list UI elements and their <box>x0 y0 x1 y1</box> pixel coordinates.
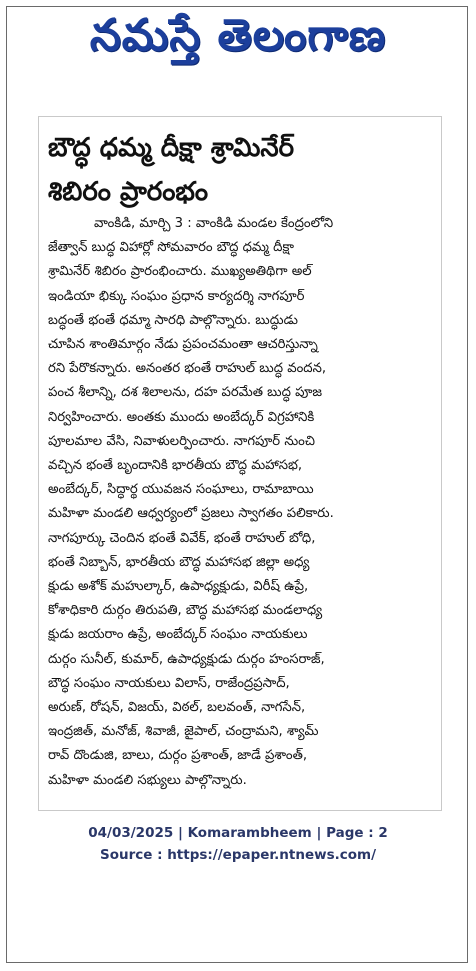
article-body-line: అంబేద్కర్, సిద్ధార్థ యువజన సంఘాలు, రామాబాయి <box>48 482 314 498</box>
article-body-line: మహిళా మండలి ఆధ్వర్యంలో ప్రజలు స్వాగతం పలికారు. <box>48 506 334 522</box>
masthead-logo-text: నమస్తే తెలంగాణ <box>89 10 387 61</box>
footer-date-edition: 04/03/2025 | Komarambheem | Page : 2 <box>88 825 388 841</box>
article-body-line: బద్ధంతే భంతే ధమ్మా సారధి పాల్గొన్నారు. బుద్ధుడు <box>48 312 298 328</box>
article-body-line: క్షుడు జయరాం ఉప్రే, అంబేద్కర్ సంఘం నాయకులు <box>48 627 308 643</box>
article-body-line: అరుణ్, రోషన్, విజయ్, విఠల్, బలవంత్, నాగసేన్, <box>48 700 306 716</box>
article-body <box>48 212 434 793</box>
article-body-line: వచ్చిన భంతే బృందానికి భారతీయ బౌద్ధ మహాసభ, <box>48 458 303 474</box>
article-body-line: నిర్వహించారు. అంతకు ముందు అంబేద్కర్ విగ్రహానికి <box>48 409 315 425</box>
article-body-line: నాగపూర్కు చెందిన భంతే వివేక్, భంతే రాహుల్ బోధి, <box>48 530 316 546</box>
article-body-line: వాంకిడి, మార్చి 3 : వాంకిడి మండల కేంద్రంలోని <box>94 216 334 231</box>
article-body-line: బౌద్ధ సంఘం నాయకులు విలాస్, రాజేంద్రప్రసాద్, <box>48 675 290 691</box>
footer-source-link[interactable]: Source : https://epaper.ntnews.com/ <box>99 847 377 863</box>
headline-line: బౌద్ధ ధమ్మ దీక్షా శ్రామినేర్ <box>48 133 295 163</box>
newspaper-masthead <box>0 0 476 82</box>
article-body-line: క్షుడు అశోక్ మహుల్కార్, ఉపాధ్యక్షుడు, విరీష్ ఉప్రే, <box>48 579 309 595</box>
page-footer <box>0 822 476 866</box>
headline-line: శిబిరం ప్రారంభం <box>48 177 209 207</box>
article-headline <box>48 126 428 214</box>
article-body-line: కోశాధికారి దుర్గం తిరుపతి, బౌద్ధ మహాసభ మండలాధ్య <box>48 603 323 619</box>
article-body-line: చూపిన శాంతిమార్గం నేడు ప్రపంచమంతా ఆచరిస్తున్నా <box>48 337 318 353</box>
truncated-next-article <box>48 796 368 806</box>
article-body-line: రని పేరొకన్నారు. అనంతర భంతే రాహుల్ బుద్ధ వందన, <box>48 361 327 377</box>
article-body-line: రావ్ దొండుజి, బాలు, దుర్గం ప్రశాంత్, జాడే ప్రశాంత్, <box>48 748 308 764</box>
article-body-line: శ్రామినేర్ శిబిరం ప్రారంభించారు. ముఖ్యఅతిథిగా అల్ <box>48 264 312 280</box>
article-body-line: దుర్గం సునీల్, కుమార్, ఉపాధ్యక్షుడు దుర్గం హంసరాజ్, <box>48 651 325 667</box>
article-body-line: పూలమాల వేసి, నివాళులర్పించారు. నాగపూర్ నుంచి <box>48 433 315 449</box>
article-body-line: జేత్వాన్ బుద్ధ విహార్లో సోమవారం బౌద్ధ ధమ్మ దీక్షా <box>48 240 294 256</box>
article-body-line: మహిళా మండలి సభ్యులు పాల్గొన్నారు. <box>48 772 247 788</box>
article-body-line: భంతే నిబ్బాన్, భారతీయ బౌద్ధ మహాసభ జిల్లా అధ్య <box>48 554 310 570</box>
article-body-line: పంచ శీలాన్ని, దశ శిలాలను, దహ పరమేత బుద్ధ పూజ <box>48 385 323 401</box>
article-body-line: ఇంద్రజిత్, మనోజ్, శివాజీ, జైపాల్, చంద్రామని, శ్యామ్ <box>48 724 319 740</box>
article-body-line: ఇండియా భిక్కు సంఘం ప్రధాన కార్యదర్శి నాగపూర్ <box>48 288 305 304</box>
